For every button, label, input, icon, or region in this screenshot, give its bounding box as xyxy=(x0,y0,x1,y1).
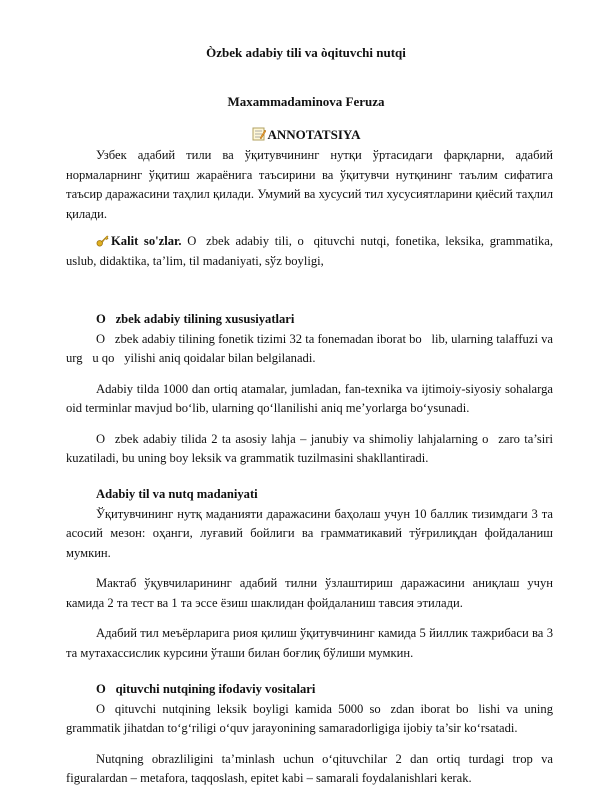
section-heading: O zbek adabiy tilining xususiyatlari xyxy=(96,312,295,326)
section-paragraph: O zbek adabiy tilida 2 ta asosiy lahja – janubiy va shimoliy lahjalarning o zaro ta’siri kuzatiladi, bu uning boy leksik va grammatik tuzilmasini shakllantiradi. xyxy=(66,431,553,465)
section-paragraph: O zbek adabiy tilining fonetik tizimi 32 ta fonemadan iborat bo lib, ularning talaffuzi va urg u qo yilishi aniq qoidalar bilan belgilanadi. xyxy=(66,331,553,365)
author-name: Maxammadaminova Feruza xyxy=(227,94,385,109)
annotation-label: ANNOTATSIYA xyxy=(267,127,361,142)
section-paragraph: Адабий тил меъёрларига риоя қилиш ўқитувчининг камида 5 йиллик тажрибаси ва 3 та мутахассислик курсини ўташи билан боғлиқ бўлиши мумкин. xyxy=(66,626,553,660)
section-2 xyxy=(66,485,553,663)
keywords-paragraph xyxy=(66,232,553,271)
section-paragraph: Nutqning obrazliligini ta’minlash uchun o‘qituvchilar 2 dan ortiq turdagi trop va figuralardan – metafora, taqqoslash, epitet kabi – samarali foydalanishlari kerak. xyxy=(66,751,553,785)
section-3 xyxy=(66,680,553,789)
section-heading: Adabiy til va nutq madaniyati xyxy=(96,487,258,501)
section-paragraph: Adabiy tilda 1000 dan ortiq atamalar, jumladan, fan-texnika va ijtimoiy-siyosiy sohalarga oid terminlar mavjud bo‘lib, ularning qo‘llanilishi aniq me’yorlarga bo‘ysunadi. xyxy=(66,381,553,415)
key-icon xyxy=(96,234,109,247)
annotation-text: Узбек адабий тили ва ўқитувчининг нутқи ўртасидаги фарқларни, адабий нормаларнинг ўқитиш жараёнига таъсирини ва ўқитувчи нутқининг таълим сифатига таъсир даражасини таҳлил қилади. Умумий ва хусусий тил хусусиятларини қиёсий таҳлил қилади. xyxy=(66,148,553,221)
keywords-label: Kalit so'zlar. xyxy=(111,234,182,248)
section-paragraph: Ўқитувчининг нутқ маданияти даражасини баҳолаш учун 10 баллик тизимдаги 3 та асосий мезон: оҳанги, луғавий бойлиги ва грамматикавий тўғрилиқдан фойдаланиш мумкин. xyxy=(66,506,553,560)
memo-icon xyxy=(252,127,266,141)
section-paragraph: Мактаб ўқувчиларининг адабий тилни ўзлаштириш даражасини аниқлаш учун камида 2 та тест ва 1 та эссе ёзиш шаклидан фойдаланиш тавсия этилади. xyxy=(66,576,553,610)
keywords-text: O zbek adabiy tili, o qituvchi nutqi, fonetika, leksika, grammatika, uslub, didaktika, ta’lim, til madaniyati, sўz boyligi, xyxy=(66,234,553,268)
section-heading: O qituvchi nutqining ifodaviy vositalari xyxy=(96,682,316,696)
section-paragraph: O qituvchi nutqining leksik boyligi kamida 5000 so zdan iborat bo lishi va uning grammatik jihatdan to‘g‘riligi o‘quv jarayonining samaradorligiga ijobiy ta’sir ko‘rsatadi. xyxy=(66,701,553,735)
annotation-heading xyxy=(0,127,612,143)
section-1 xyxy=(66,310,553,469)
document-title: Òzbek adabiy tili va òqituvchi nutqi xyxy=(206,45,406,60)
